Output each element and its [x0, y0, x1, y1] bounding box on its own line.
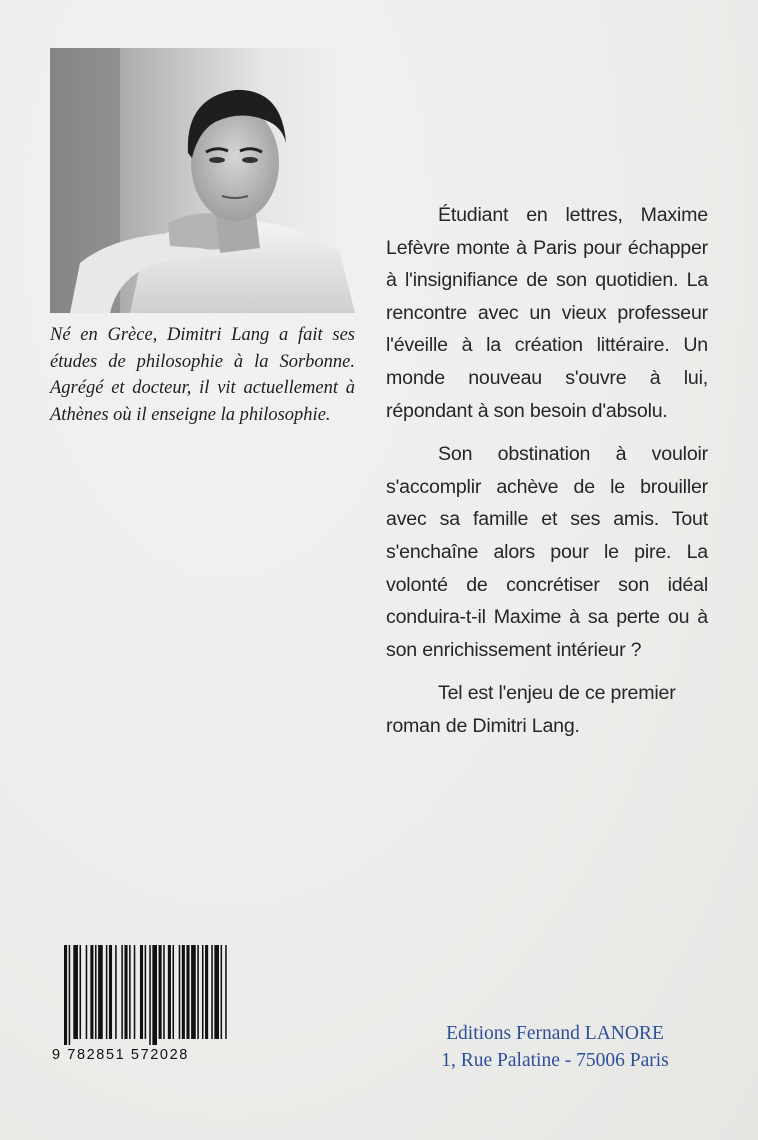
publisher-address: 1, Rue Palatine - 75006 Paris: [441, 1050, 669, 1071]
barcode-bar: [69, 945, 71, 1045]
barcode-bar: [205, 945, 208, 1039]
barcode-bar: [106, 945, 108, 1039]
barcode-bar: [191, 945, 196, 1039]
barcode-bar: [90, 945, 93, 1039]
barcode-bar: [221, 945, 223, 1039]
author-bio-text: Né en Grèce, Dimitri Lang a fait ses études de philosophie à la Sorbonne. Agrégé et docteur, il vit actuellement à Athènes où il enseigne la philosophie.: [50, 325, 355, 425]
publisher-name: Editions Fernand LANORE: [446, 1023, 664, 1044]
barcode-bar: [182, 945, 185, 1039]
barcode-bar: [134, 945, 136, 1039]
isbn-barcode: [52, 945, 232, 1075]
barcode-bar: [64, 945, 67, 1045]
barcode-bar: [115, 945, 117, 1039]
barcode-bar: [109, 945, 112, 1039]
publisher-info: [400, 1020, 710, 1074]
barcode-bar: [211, 945, 213, 1039]
book-summary: [386, 199, 708, 754]
author-bio: [50, 322, 355, 428]
barcode-bar: [214, 945, 219, 1039]
barcode-bar: [73, 945, 78, 1039]
barcode-bar: [95, 945, 97, 1039]
barcode-bar: [197, 945, 199, 1039]
barcode-number: 9 782851 572028: [52, 1047, 189, 1063]
barcode-bar: [80, 945, 82, 1039]
summary-paragraph-3: Tel est l'enjeu de ce premier roman de Dimitri Lang.: [386, 682, 676, 737]
barcode-bar: [159, 945, 162, 1039]
barcode-bar: [129, 945, 131, 1039]
barcode-bar: [98, 945, 103, 1039]
barcode-bar: [173, 945, 175, 1039]
barcode-bar: [149, 945, 151, 1045]
author-photo-image: [50, 48, 355, 313]
barcode-bar: [168, 945, 171, 1039]
barcode-bar: [179, 945, 181, 1039]
barcode-bar: [140, 945, 143, 1039]
barcode-bar: [145, 945, 147, 1039]
barcode-bar: [202, 945, 204, 1039]
barcode-bar: [152, 945, 157, 1045]
summary-paragraph-1: Étudiant en lettres, Maxime Lefèvre monte à Paris pour échapper à l'insignifiance de son quotidien. La rencontre avec un vieux professeur l'éveille à la création littéraire. Un monde nouveau s'ouvre à lui, répondant à son besoin d'absolu.: [386, 204, 708, 422]
summary-paragraph-2: Son obstination à vouloir s'accomplir achève de le brouiller avec sa famille et ses amis. Tout s'enchaîne alors pour le pire. La volonté de concrétiser son idéal conduira-t-il Maxime à sa perte ou à son enrichissement intérieur ?: [386, 443, 708, 661]
barcode-bars: [52, 945, 232, 1045]
barcode-bar: [86, 945, 88, 1039]
barcode-bar: [121, 945, 123, 1039]
barcode-bar: [225, 945, 227, 1039]
author-photo: [50, 48, 355, 313]
barcode-bar: [163, 945, 165, 1039]
barcode-bar: [186, 945, 189, 1039]
barcode-bar: [124, 945, 127, 1039]
